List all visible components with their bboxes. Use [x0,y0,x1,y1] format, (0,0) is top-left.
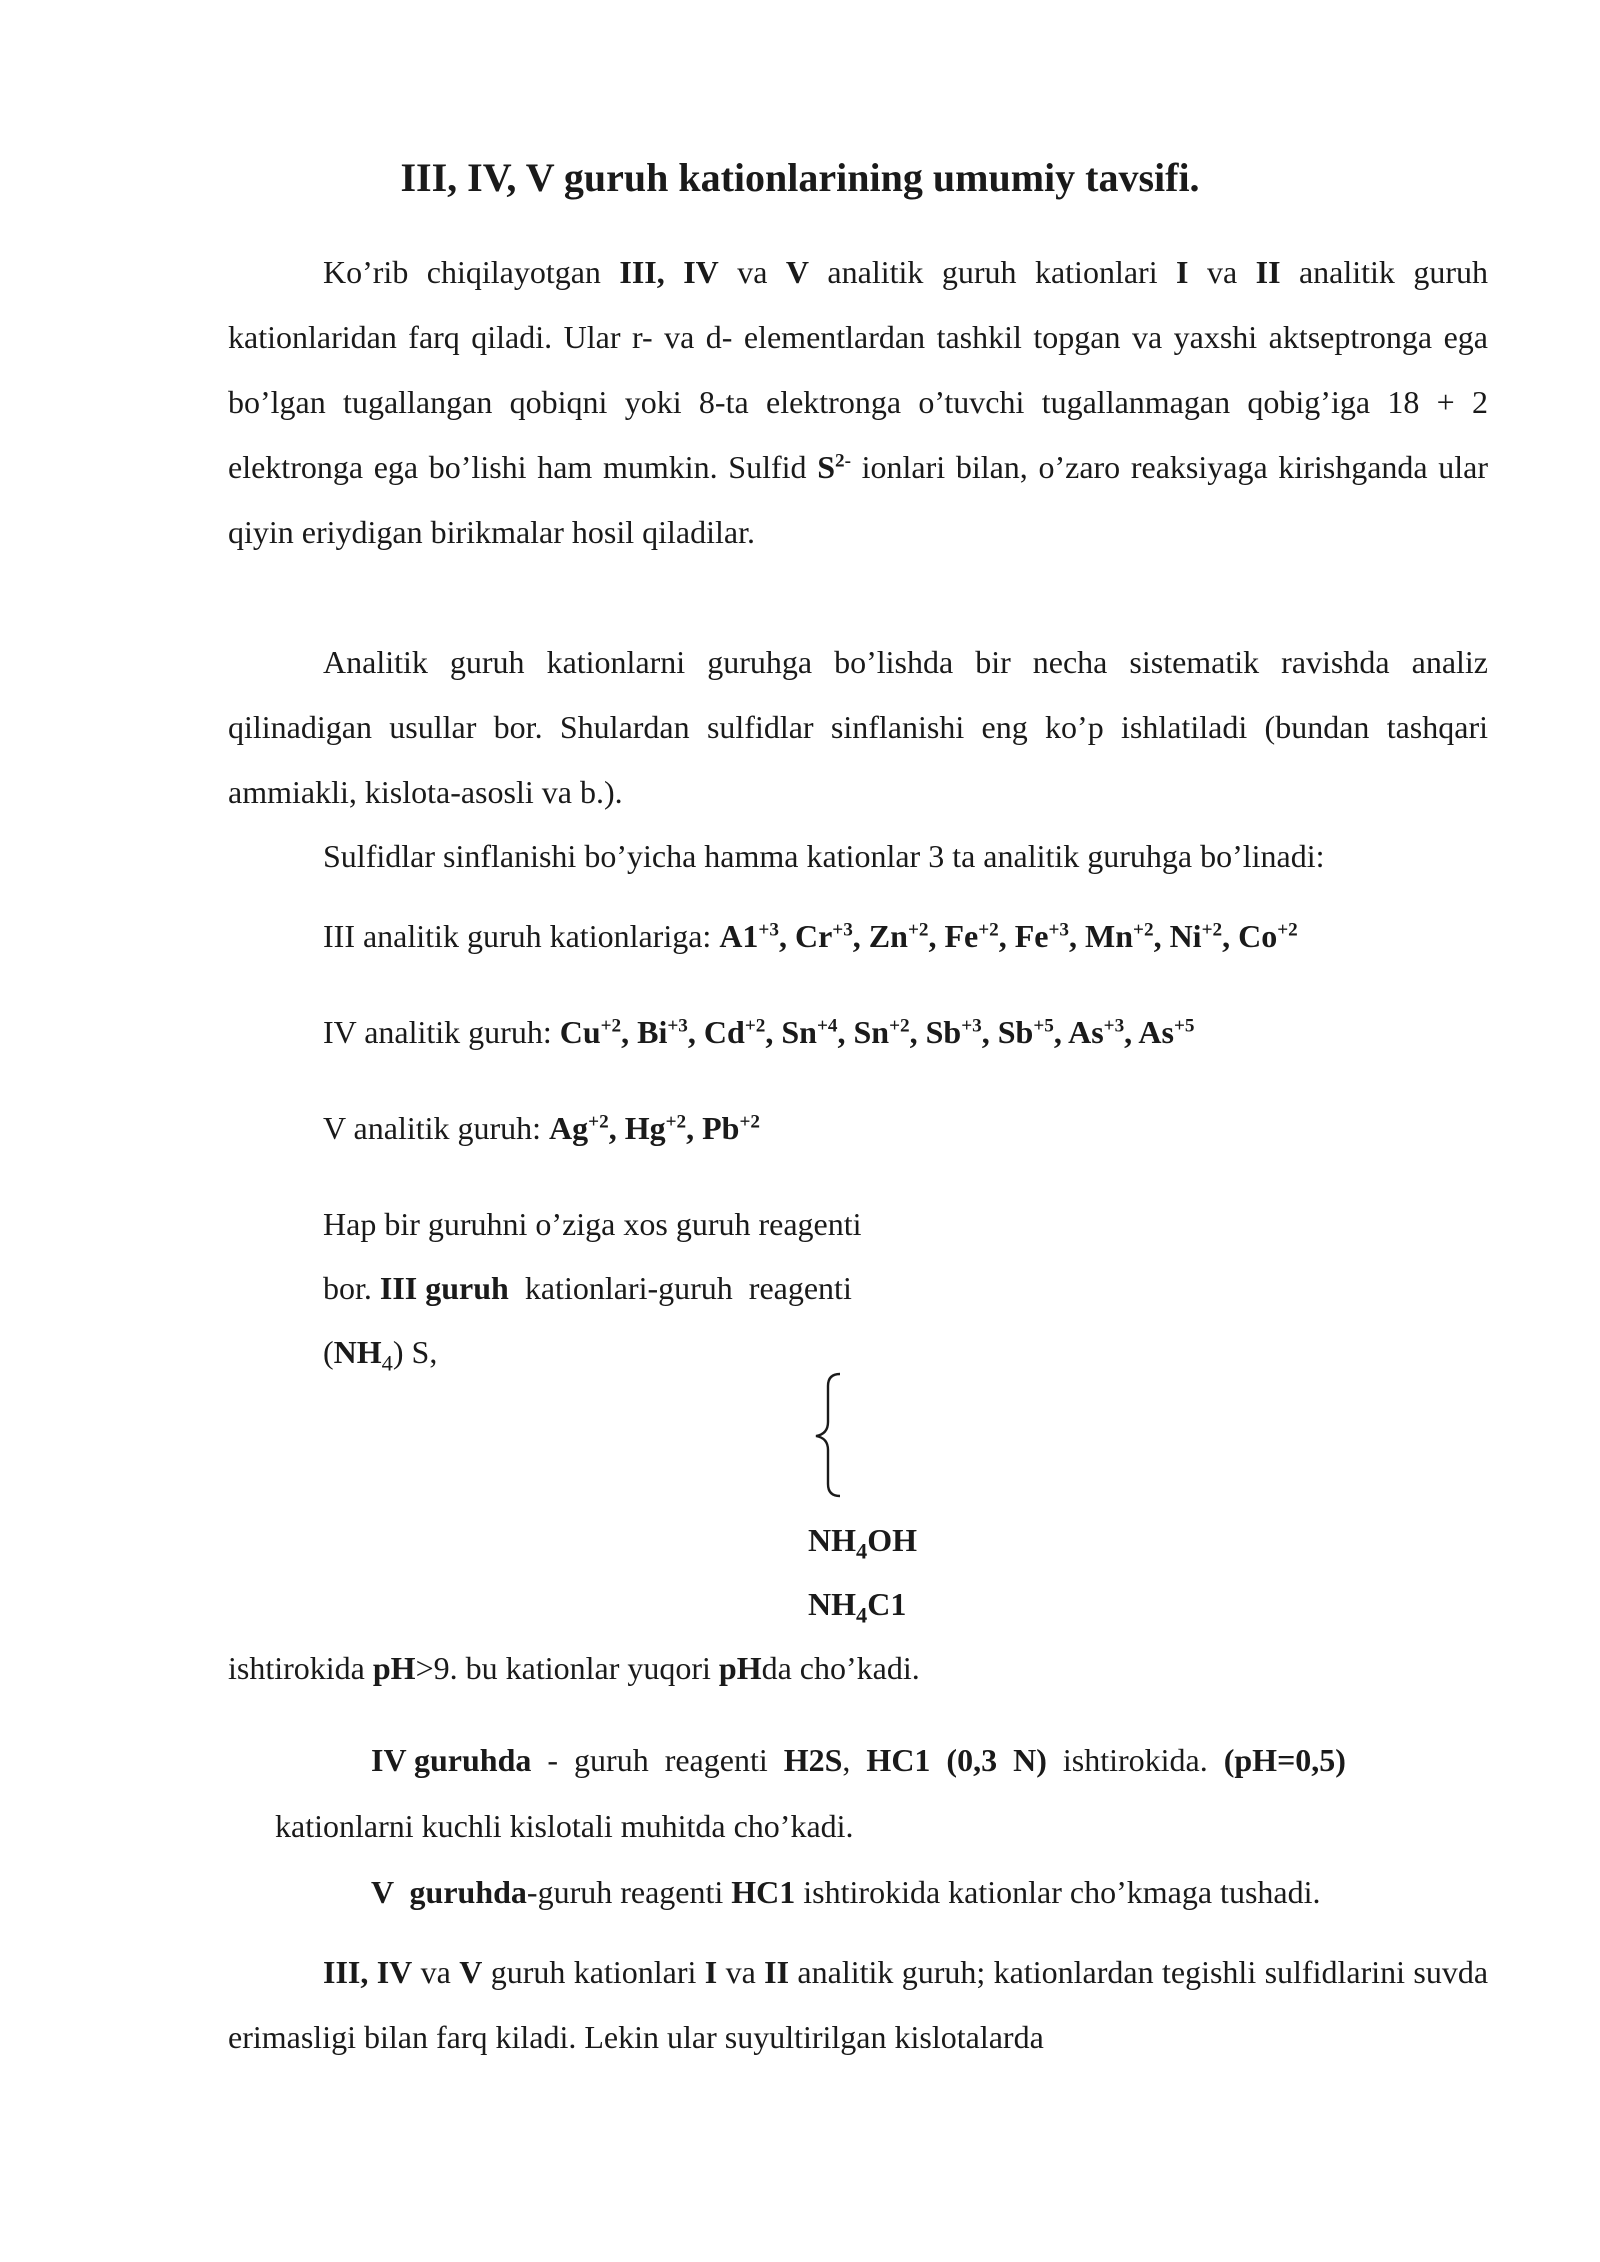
ion-symbol: Fe [1014,918,1049,954]
ion-symbol: Sb [925,1014,962,1050]
ion-symbol: Pb [702,1110,740,1146]
ion-symbol: A1 [719,918,759,954]
subscript: 4 [856,1602,868,1628]
ion-charge: +2 [978,919,999,941]
ion-charge: +2 [600,1015,622,1037]
formula-nh4oh [808,1518,917,1562]
bold-segment: (pH=0,5) [1223,1742,1346,1778]
ion-symbol: Sb [997,1014,1034,1050]
ion-charge: +2 [739,1111,760,1133]
ion-symbol: Cr [794,918,833,954]
bold-segment: II [1255,254,1281,290]
ion-symbol: Co [1238,918,1278,954]
reagent-conditions [228,1646,920,1690]
text-segment: guruh kationlari [482,1954,705,1990]
text-segment: ishtirokida. [1046,1742,1224,1778]
ion-charge: +2 [1133,919,1154,941]
bold-segment: HC1 (0,3 N) [866,1742,1047,1778]
ion-charge: +3 [832,919,853,941]
group-v-line [323,1106,760,1150]
bold-segment: V [459,1954,483,1990]
text-segment: da cho’kadi. [761,1650,920,1686]
ion-charge: +2 [1201,919,1223,941]
group-label: III analitik guruh kationlariga: [323,918,720,954]
reagent-line-1: Hap bir guruhni o’ziga xos guruh reagenti [323,1206,862,1242]
text-segment: analitik guruh kationlaridan farq qiladi. Ular r- va d- elementlardan tashkil topgan va yaxshi aktseptronga ega bo’lgan tugallangan qobiqni yoki 8-ta elektronga o’tuvchi tugallanmagan qobig’iga 18 + 2 elektronga ega bo’lishi ham mumkin. Sulfid [228,254,1489,485]
bold-segment: C1 [867,1586,907,1622]
group-iv-reagent [371,1738,1346,1782]
bold-segment: NH [808,1586,856,1622]
bold-segment: NH [808,1522,856,1558]
ion-symbol: Zn [868,918,908,954]
curly-brace-icon [808,1370,848,1500]
reagent-formula [323,1330,437,1374]
text-segment: ( [323,1334,334,1370]
ion-charge: +4 [816,1015,838,1037]
ion-list: $Ag^{+2}$, $Hg^{+2}$, $Pb^{+2}$ [549,1110,760,1146]
ion-charge: +5 [1033,1015,1054,1037]
page-title: III, IV, V guruh kationlarining umumiy tavsifi. [400,155,1200,200]
ion-charge: +2 [744,1015,766,1037]
ion-symbol: Bi [637,1014,668,1050]
bold-segment: III guruh [379,1270,509,1306]
text-segment: va [718,254,786,290]
bold-segment: I [704,1954,718,1990]
bold-segment: HC1 [731,1874,796,1910]
text-segment: analitik guruh; kationlardan tegishli sulfidlarini suvda erimasligi bilan farq kiladi. Lekin ular suyultirilgan kislotalarda [228,1954,1489,2055]
paragraph-classification: Analitik guruh kationlarni guruhga bo’lishda bir necha sistematik ravishda analiz qilinadigan usullar bor. Shulardan sulfidlar sinflanishi eng ko’p ishlatiladi (bundan tashqari ammiakli, kislota-asosli va b.). [228,644,1488,810]
bold-segment: H2S [783,1742,843,1778]
sulfide-charge: 2- [834,450,851,472]
text-segment: ionlari bilan, o’zaro reaksiyaga kirishganda ular qiyin eriydigan birikmalar hosil qiladilar. [228,449,1489,550]
ion-charge: +2 [907,919,929,941]
bold-segment: III, IV [323,1954,413,1990]
text-segment: va [1188,254,1256,290]
group-label: V analitik guruh: [323,1110,550,1146]
text-segment: analitik guruh kationlari [808,254,1177,290]
group-iv-reagent-cont: kationlarni kuchli kislotali muhitda cho’kadi. [275,1808,854,1844]
bold-segment: IV guruhda [371,1742,532,1778]
ion-symbol: Sn [781,1014,817,1050]
group-v-reagent [371,1870,1320,1914]
bold-segment: I [1176,254,1189,290]
ion-symbol: Cd [703,1014,745,1050]
paragraph-intro [228,240,1488,565]
text-segment: ishtirokida [228,1650,373,1686]
text-segment: -guruh reagenti [526,1874,732,1910]
reagent-line-2 [323,1266,852,1310]
ion-symbol: Cu [559,1014,601,1050]
text-segment: ) S, [392,1334,438,1370]
ion-list: $A1^{+3}$, $Cr^{+3}$, $Zn^{+2}$, $Fe^{+2}$, $Fe^{+3}$, $Mn^{+2}$, $Ni^{+2}$, $Co^{+2}$ [719,918,1298,954]
text-segment: bor. [323,1270,380,1306]
ion-symbol: As [1068,1014,1104,1050]
bold-segment: pH [718,1650,762,1686]
ion-charge: +5 [1173,1015,1195,1037]
ion-symbol: Mn [1085,918,1134,954]
ion-charge: +3 [961,1015,982,1037]
sulfide-ion: S [817,449,835,485]
group-iv-line [323,1010,1195,1054]
ion-charge: +2 [665,1111,687,1133]
group-iii-line [323,914,1298,958]
text-segment: Ko’rib chiqilayotgan [323,254,620,290]
bold-segment: OH [867,1522,917,1558]
text-segment: kationlari-guruh reagenti [508,1270,852,1306]
group-label: IV analitik guruh: [323,1014,560,1050]
ion-symbol: As [1138,1014,1174,1050]
ion-charge: +2 [1277,919,1298,941]
bold-segment: V guruhda [371,1874,527,1910]
bold-segment: III, IV [619,254,719,290]
ion-charge: +3 [1103,1015,1125,1037]
text-segment: va [717,1954,765,1990]
ion-symbol: Sn [853,1014,890,1050]
paragraph-groups-intro: Sulfidlar sinflanishi bo’yicha hamma kationlar 3 ta analitik guruhga bo’linadi: [323,838,1325,874]
bold-segment: V [785,254,809,290]
text-segment: - guruh reagenti [531,1742,784,1778]
ion-list: $Cu^{+2}$, $Bi^{+3}$, $Cd^{+2}$, $Sn^{+4}$, $Sn^{+2}$, $Sb^{+3}$, $Sb^{+5}$, $As^{+3}$, $As^{+5}$ [559,1014,1195,1050]
subscript: 4 [856,1538,868,1564]
paragraph-sulfides [228,1940,1488,2070]
ion-symbol: Ag [549,1110,589,1146]
text-segment: ishtirokida kationlar cho’kmaga tushadi. [795,1874,1321,1910]
ion-symbol: Hg [624,1110,666,1146]
bold-segment: NH [333,1334,382,1370]
formula-nh4cl [808,1582,906,1626]
ion-charge: +3 [1048,919,1070,941]
ion-charge: +3 [758,919,779,941]
bold-segment: pH [372,1650,416,1686]
text-segment: va [412,1954,460,1990]
text-segment: , [842,1742,867,1778]
ion-charge: +2 [588,1111,609,1133]
bold-segment: II [764,1954,790,1990]
ion-charge: +2 [889,1015,910,1037]
ion-symbol: Fe [944,918,979,954]
ion-charge: +3 [667,1015,688,1037]
ion-symbol: Ni [1169,918,1202,954]
text-segment: >9. bu kationlar yuqori [415,1650,719,1686]
subscript: 4 [381,1350,393,1376]
